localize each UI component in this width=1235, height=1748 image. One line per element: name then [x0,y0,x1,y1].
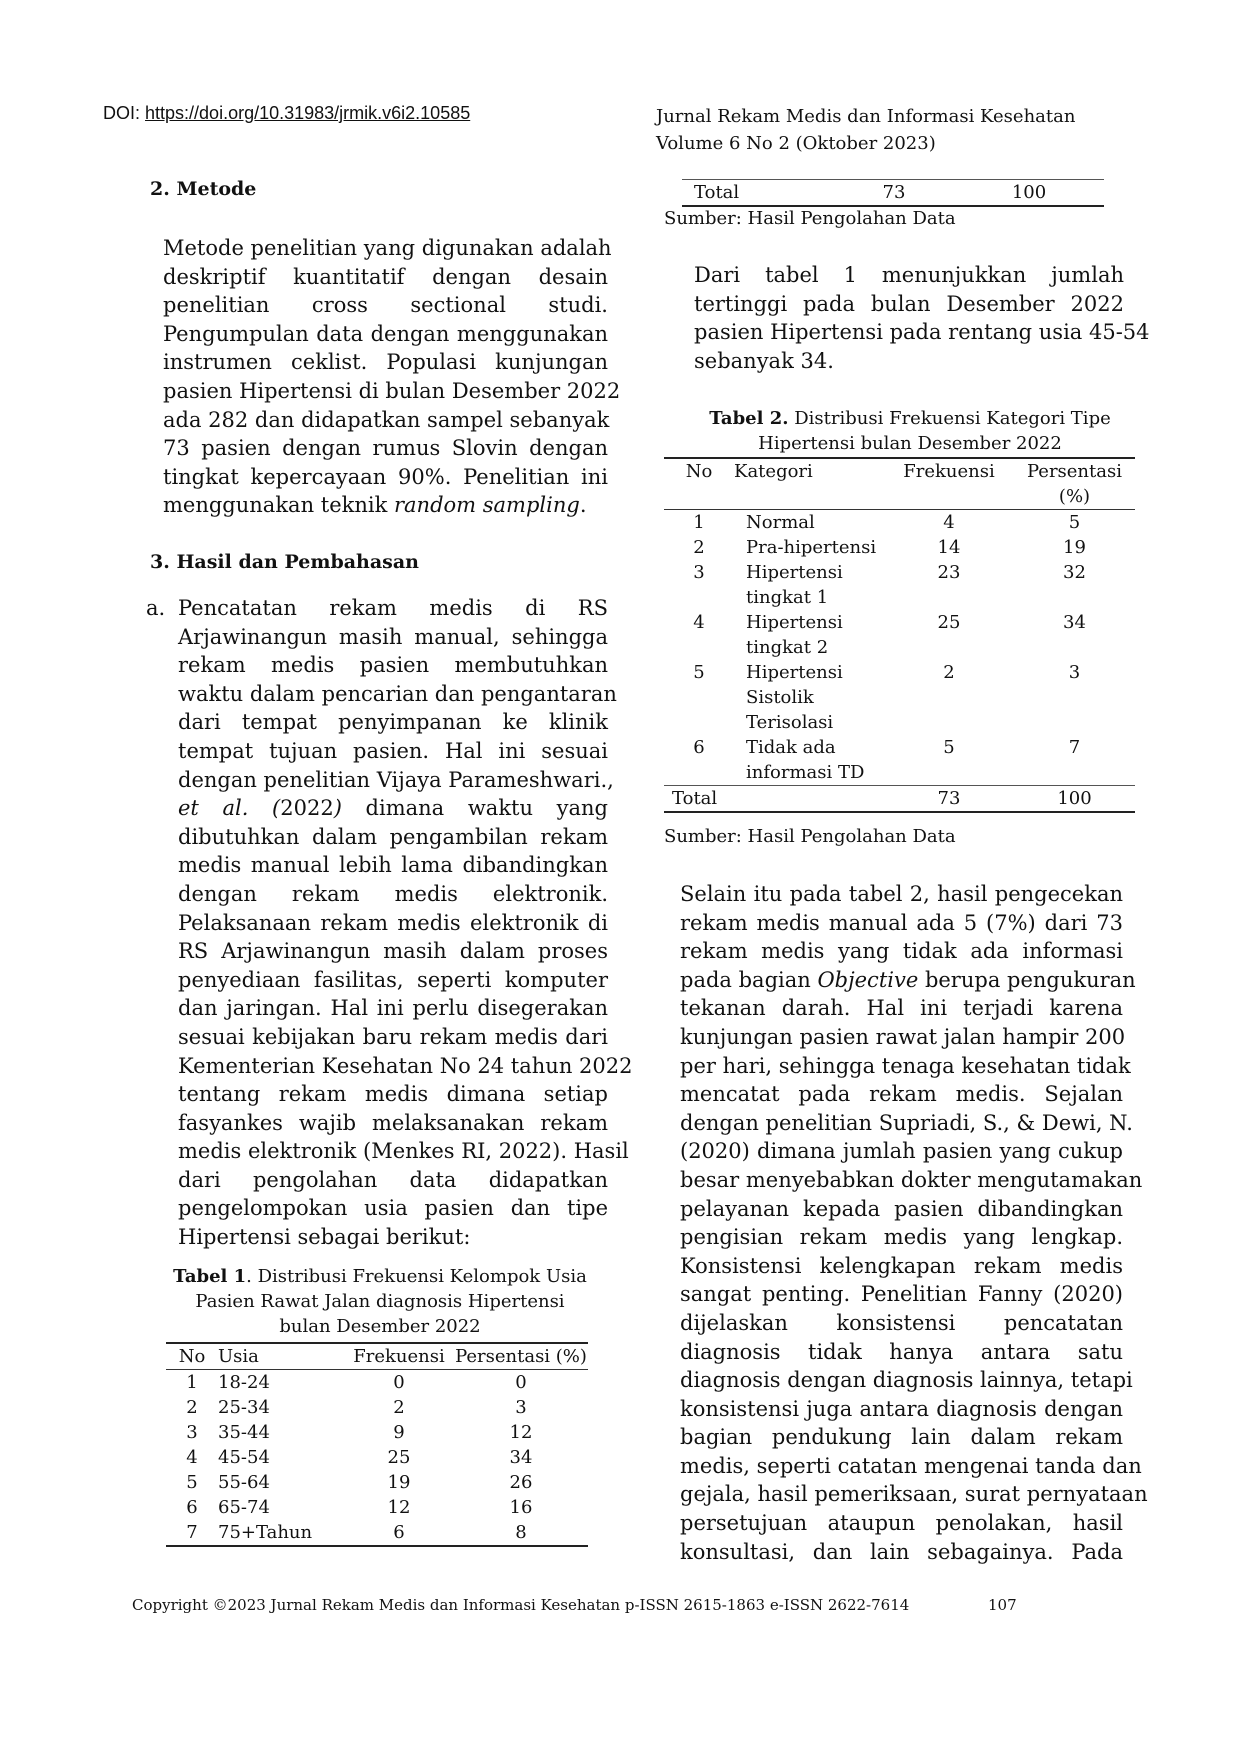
text-line: Pelaksanaan rekam medis elektronik di [178,910,608,935]
table-cell [734,560,884,610]
table-cell [734,735,884,786]
total-frequency: 73 [884,786,1014,813]
table-row [166,1445,588,1470]
header-cell: Persentasi (%) [454,1343,588,1370]
text-line: dibutuhkan dalam pengambilan rekam [178,824,608,849]
text-fragment: pada bagian [680,967,818,992]
table-header-row [664,458,1135,510]
table-cell: 26 [509,1472,533,1493]
table-cell: 6 [344,1520,454,1546]
text-line [178,794,608,823]
section-heading-metode: 2. Metode [150,178,257,200]
total-label: Total [682,180,834,207]
metode-paragraph [163,234,621,520]
table-cell: 6 [186,1497,198,1518]
table-cell: 16 [509,1497,533,1518]
total-frequency: 73 [834,180,954,207]
header-unit: (%) [1058,486,1091,507]
header-text: Persentasi [1026,461,1122,482]
table-cell: 14 [937,537,961,558]
cell-line: tingkat 2 [746,637,829,658]
text-line: sesuai kebijakan baru rekam medis dari [178,1024,608,1049]
text-line: medis manual lebih lama dibandingkan [178,853,608,878]
text-line: penyediaan fasilitas, seperti komputer [178,967,608,992]
doi-label: DOI: [103,103,146,123]
table-cell: 7 [1068,737,1081,758]
text-line: bagian pendukung lain dalam rekam [680,1425,1123,1450]
text-line: instrumen ceklist. Populasi kunjungan [163,350,608,375]
table-cell: 18-24 [218,1372,270,1393]
text-line: tertinggi pada bulan Desember 2022 [694,291,1124,316]
text-line: konsistensi juga antara diagnosis dengan [680,1396,1123,1421]
text-line: diagnosis tidak hanya antara satu [680,1339,1123,1364]
table2 [664,457,1135,813]
table-cell: 25 [937,612,961,633]
text-fragment: menggunakan teknik [163,493,394,518]
table-cell: 5 [1068,512,1081,533]
text-line: pasien Hipertensi pada rentang usia 45-54 [694,320,1150,345]
table-row [166,1470,588,1495]
text-line: medis, seperti catatan mengenai tanda dan [680,1453,1142,1478]
text-line: Arjawinangun masih manual, sehingga [178,624,608,649]
header-cell [1014,458,1135,510]
table-cell: 4 [943,512,955,533]
caption-line [165,1264,595,1289]
text-line: Pencatatan rekam medis di RS [178,596,608,620]
cell-line: Normal [746,512,815,533]
text-line: rekam medis manual ada 5 (7%) dari 73 [680,910,1123,935]
table-row [664,535,1135,560]
table1-continuation [682,179,1104,207]
text-line: dengan rekam medis elektronik. [178,881,608,906]
doi-line [103,103,470,124]
table-cell: 32 [1063,562,1086,583]
table-cell: 3 [186,1422,198,1443]
table-cell: 1 [186,1372,198,1393]
text-line: Pengumpulan data dengan menggunakan [163,321,608,346]
text-line: sebanyak 34. [694,348,834,373]
caption-line: bulan Desember 2022 [279,1316,481,1337]
text-line: Dari tabel 1 menunjukkan jumlah [694,263,1124,287]
table-cell: 7 [166,1520,218,1546]
table-row [664,735,1135,786]
table-cell: 12 [387,1497,411,1518]
header-cell: Frekuensi [344,1343,454,1370]
table-cell: 9 [393,1422,405,1443]
table-cell: 0 [393,1372,405,1393]
text-line: gejala, hasil pemeriksaan, surat pernyataan [680,1482,1148,1507]
table-cell: 45-54 [218,1447,270,1468]
total-percentage: 100 [954,180,1104,207]
page-number: 107 [988,1596,1017,1614]
text-line: Kementerian Kesehatan No 24 tahun 2022 [178,1053,633,1078]
header-cell: No [664,458,734,510]
table-row [166,1395,588,1420]
table-cell: 25-34 [218,1397,270,1418]
table1 [166,1342,588,1547]
table-cell: 35-44 [218,1422,270,1443]
caption-label: Tabel 1 [173,1266,247,1287]
text-line: pengisian rekam medis yang lengkap. [680,1225,1123,1250]
cell-line: Hipertensi [746,562,843,583]
cell-line: Hipertensi [746,662,843,683]
text-line: persetujuan ataupun penolakan, hasil [680,1511,1123,1536]
table-cell: 3 [1068,662,1081,683]
table-cell: 55-64 [218,1472,270,1493]
table-cell: 5 [186,1472,198,1493]
table-row [166,1420,588,1445]
text-line: rekam medis pasien membutuhkan [178,653,608,678]
total-label: Total [664,786,734,813]
table-cell: 3 [693,562,705,583]
text-line [163,491,608,520]
table-cell: 34 [1063,612,1086,633]
table-cell: 19 [1063,537,1086,558]
text-line: tempat tujuan pasien. Hal ini sesuai [178,738,608,763]
text-line: konsultasi, dan lain sebagainya. Pada [680,1539,1123,1564]
list-marker: a. [146,596,166,620]
text-line: pengelompokan usia pasien dan tipe [178,1196,608,1221]
total-percentage: 100 [1014,786,1135,813]
text-line: rekam medis yang tidak ada informasi [680,939,1123,964]
cell-line: informasi TD [746,762,865,783]
caption-line: Pasien Rawat Jalan diagnosis Hipertensi [195,1291,565,1312]
journal-name: Jurnal Rekam Medis dan Informasi Kesehatan [656,106,1076,127]
cell-line: Terisolasi [746,712,834,733]
caption-text: . Distribusi Frekuensi Kelompok Usia [246,1266,587,1287]
table-row [166,1520,588,1546]
text-line: fasyankes wajib melaksanakan rekam [178,1110,608,1135]
text-line: pelayanan kepada pasien dibandingkan [680,1196,1123,1221]
table-header-row [166,1343,588,1370]
table-cell: 34 [509,1447,533,1468]
table-cell: 5 [943,737,955,758]
text-line: (2020) dimana jumlah pasien yang cukup [680,1139,1123,1164]
text-line: sangat penting. Penelitian Fanny (2020) [680,1282,1123,1307]
text-line [680,966,1136,995]
text-fragment: berupa pengukuran [918,967,1136,992]
table-total-row [664,786,1135,813]
text-fragment: dimana waktu yang [341,796,608,821]
table-cell [734,510,884,536]
table-cell: 2 [693,537,705,558]
table-row [664,610,1135,660]
table2-discussion [680,880,1148,1566]
text-line: pasien Hipertensi di bulan Desember 2022 [163,378,621,403]
text-fragment: . [579,493,587,518]
cell-line: Pra-hipertensi [746,537,877,558]
cell-line: Tidak ada [746,737,836,758]
footer-copyright: Copyright ©2023 Jurnal Rekam Medis dan Informasi Kesehatan p-ISSN 2615-1863 e-ISSN 2622-7614 [132,1596,910,1614]
table2-source: Sumber: Hasil Pengolahan Data [664,826,956,847]
table-row [664,660,1135,735]
table-cell [734,535,884,560]
table-total-row [682,180,1104,207]
header-cell: Usia [218,1343,344,1370]
text-line: per hari, sehingga tenaga kesehatan tidak [680,1053,1131,1078]
table-cell [734,786,884,813]
text-line: Konsistensi kelengkapan rekam medis [680,1253,1123,1278]
table-cell: 19 [387,1472,411,1493]
table1-caption [165,1264,595,1339]
section-heading-hasil: 3. Hasil dan Pembahasan [150,551,419,573]
text-line: Metode penelitian yang digunakan adalah [163,236,612,260]
text-line: dijelaskan konsistensi pencatatan [680,1310,1123,1335]
table-cell: 0 [515,1372,527,1393]
caption-label: Tabel 2. [709,408,789,429]
text-line: Hipertensi sebagai berikut: [178,1225,471,1250]
table-cell: 5 [693,662,705,683]
text-line: dari tempat penyimpanan ke klinik [178,710,608,735]
cell-line: tingkat 1 [746,587,829,608]
text-line: dari pengolahan data didapatkan [178,1167,608,1192]
text-line: dan jaringan. Hal ini perlu disegerakan [178,996,608,1021]
caption-line: Hipertensi bulan Desember 2022 [758,433,1062,454]
table-cell: 25 [387,1447,411,1468]
text-line: kunjungan pasien rawat jalan hampir 200 [680,1024,1126,1049]
doi-link[interactable]: https://doi.org/10.31983/jrmik.v6i2.10585 [145,103,471,123]
table-cell: 4 [186,1447,198,1468]
italic-term: Objective [817,967,919,992]
caption-text: Distribusi Frekuensi Kategori Tipe [788,408,1111,429]
text-line: diagnosis dengan diagnosis lainnya, tetapi [680,1368,1133,1393]
text-line: tingkat kepercayaan 90%. Penelitian ini [163,464,608,489]
table-cell [734,660,884,735]
text-line: dengan penelitian Supriadi, S., & Dewi, N. [680,1110,1133,1135]
table-cell: 23 [937,562,961,583]
header-cell: Kategori [734,458,884,510]
table-cell: 8 [454,1520,588,1546]
cell-line: Sistolik [746,687,814,708]
table-cell: 3 [515,1397,527,1418]
text-line: ada 282 dan didapatkan sampel sebanyak [163,407,610,432]
text-line: medis elektronik (Menkes RI, 2022). Hasil [178,1139,629,1164]
table-cell [734,610,884,660]
text-line: besar menyebabkan dokter mengutamakan [680,1167,1143,1192]
text-line: waktu dalam pencarian dan pengantaran [178,681,617,706]
table-cell: 6 [693,737,705,758]
table-cell: 65-74 [218,1497,270,1518]
table-cell: 1 [693,512,705,533]
caption-line [690,406,1130,431]
text-line: dengan penelitian Vijaya Parameshwari., [178,767,614,792]
hasil-paragraph [178,594,633,1252]
citation-year: 2022 [280,796,334,821]
header-cell: Frekuensi [884,458,1014,510]
journal-volume: Volume 6 No 2 (Oktober 2023) [656,133,936,154]
table2-caption [690,406,1130,456]
italic-term: random sampling [394,493,580,518]
table-row [664,510,1135,536]
table-cell: 4 [693,612,705,633]
text-line: tekanan darah. Hal ini terjadi karena [680,996,1123,1021]
text-line: Selain itu pada tabel 2, hasil pengecekan [680,882,1123,906]
table-cell: 12 [509,1422,533,1443]
journal-header [656,103,1075,157]
citation-italic: et al. ( [178,796,281,821]
text-line: tentang rekam medis dimana setiap [178,1082,608,1107]
text-line: deskriptif kuantitatif dengan desain [163,264,608,289]
table-cell: 75+Tahun [218,1520,344,1546]
citation-close: ) [333,796,342,821]
table-cell: 2 [393,1397,405,1418]
table1-source: Sumber: Hasil Pengolahan Data [664,208,956,229]
table-cell: 2 [186,1397,198,1418]
text-line: penelitian cross sectional studi. [163,293,608,318]
table-row [664,560,1135,610]
table-cell: 2 [943,662,955,683]
text-line: mencatat pada rekam medis. Sejalan [680,1082,1123,1107]
header-cell: No [166,1343,218,1370]
text-line: 73 pasien dengan rumus Slovin dengan [163,436,608,461]
table-row [166,1370,588,1396]
table1-discussion [694,261,1150,375]
text-line: RS Arjawinangun masih dalam proses [178,939,608,964]
cell-line: Hipertensi [746,612,843,633]
table-row [166,1495,588,1520]
